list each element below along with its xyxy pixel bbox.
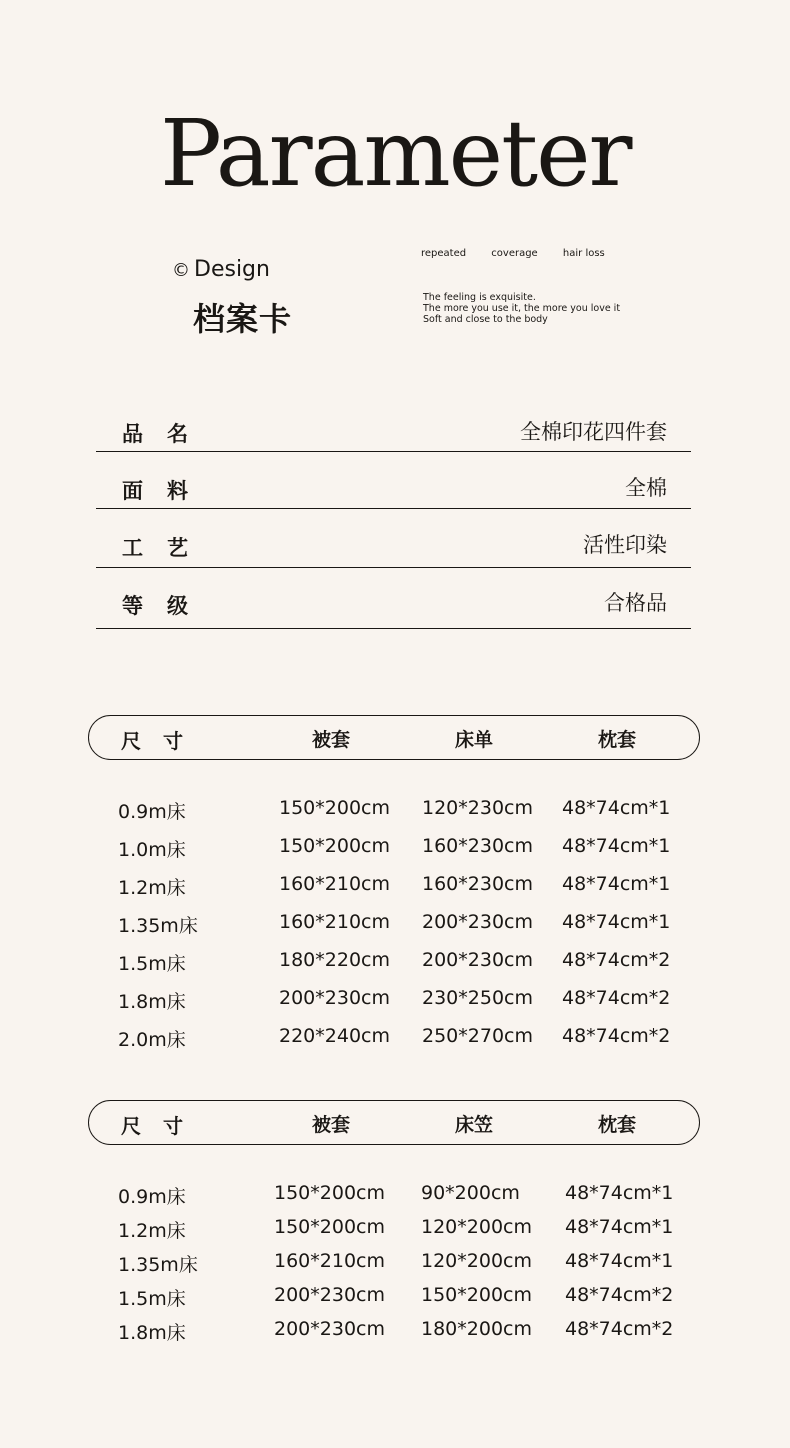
table-row [0,797,790,827]
bed-sheet-cell: 200*230cm [422,949,533,971]
bed-size-cell: 1.35m床 [118,915,198,937]
header-pillowcase: 枕套 [598,729,637,751]
duvet-cover-cell: 200*230cm [279,987,390,1009]
tagline-line: The more you use it, the more you love it [423,303,621,314]
spec-value: 活性印染 [583,533,667,557]
tag-coverage: coverage [491,248,538,259]
spec-row-fabric [96,472,691,509]
pillowcase-cell: 48*74cm*2 [562,1025,671,1047]
pillowcase-cell: 48*74cm*1 [562,873,671,895]
design-label [172,256,270,285]
bed-sheet-cell: 120*230cm [422,797,533,819]
duvet-cover-cell: 150*200cm [279,797,390,819]
spec-label: 面料 [122,479,212,503]
table-row [0,1216,790,1246]
pillowcase-cell: 48*74cm*2 [565,1318,674,1340]
duvet-cover-cell: 200*230cm [274,1284,385,1306]
bed-sheet-cell: 160*230cm [422,835,533,857]
spec-label: 品名 [122,422,212,446]
fitted-sheet-cell: 150*200cm [421,1284,532,1306]
bed-size-cell: 1.2m床 [118,877,186,899]
header-bed-sheet: 床单 [455,729,494,751]
table-row [0,1025,790,1055]
design-text: Design [194,257,270,282]
tagline [423,292,620,325]
bed-size-cell: 1.35m床 [118,1254,198,1276]
duvet-cover-cell: 160*210cm [274,1250,385,1272]
bed-sheet-cell: 160*230cm [422,873,533,895]
duvet-cover-cell: 180*220cm [279,949,390,971]
size-table-2-header [88,1100,700,1145]
tag-list [421,247,627,261]
fitted-sheet-cell: 90*200cm [421,1182,520,1204]
pillowcase-cell: 48*74cm*2 [562,949,671,971]
size-table-1-header [88,715,700,760]
duvet-cover-cell: 220*240cm [279,1025,390,1047]
fitted-sheet-cell: 180*200cm [421,1318,532,1340]
archive-card-title: 档案卡 [193,300,293,338]
header-size: 尺寸 [121,729,205,753]
spec-label: 工艺 [122,536,212,560]
bed-size-cell: 1.8m床 [118,991,186,1013]
tag-repeated: repeated [421,248,467,259]
header-duvet-cover: 被套 [312,1114,351,1136]
table-row [0,835,790,865]
pillowcase-cell: 48*74cm*1 [565,1250,674,1272]
duvet-cover-cell: 160*210cm [279,873,390,895]
table-row [0,987,790,1017]
duvet-cover-cell: 200*230cm [274,1318,385,1340]
fitted-sheet-cell: 120*200cm [421,1250,532,1272]
duvet-cover-cell: 150*200cm [274,1182,385,1204]
table-row [0,949,790,979]
pillowcase-cell: 48*74cm*1 [562,911,671,933]
tagline-line: Soft and close to the body [423,314,548,325]
table-row [0,911,790,941]
bed-size-cell: 2.0m床 [118,1029,186,1051]
bed-sheet-cell: 200*230cm [422,911,533,933]
page-title: Parameter [160,100,631,207]
fitted-sheet-cell: 120*200cm [421,1216,532,1238]
spec-value: 全棉 [625,476,667,500]
table-row [0,873,790,903]
pillowcase-cell: 48*74cm*2 [562,987,671,1009]
duvet-cover-cell: 160*210cm [279,911,390,933]
duvet-cover-cell: 150*200cm [274,1216,385,1238]
bed-size-cell: 1.8m床 [118,1322,186,1344]
table-row [0,1250,790,1280]
bed-size-cell: 0.9m床 [118,1186,186,1208]
spec-value: 合格品 [604,591,667,615]
header-pillowcase: 枕套 [598,1114,637,1136]
header-duvet-cover: 被套 [312,729,351,751]
bed-size-cell: 1.5m床 [118,1288,186,1310]
spec-row-grade [96,587,691,629]
spec-value: 全棉印花四件套 [520,420,667,444]
bed-size-cell: 1.5m床 [118,953,186,975]
pillowcase-cell: 48*74cm*1 [565,1216,674,1238]
header-size: 尺寸 [121,1114,205,1138]
bed-sheet-cell: 250*270cm [422,1025,533,1047]
table-row [0,1182,790,1212]
copyright-icon: © [172,260,190,281]
pillowcase-cell: 48*74cm*2 [565,1284,674,1306]
pillowcase-cell: 48*74cm*1 [562,835,671,857]
pillowcase-cell: 48*74cm*1 [565,1182,674,1204]
table-row [0,1318,790,1348]
spec-row-craft [96,529,691,568]
tagline-line: The feeling is exquisite. [423,292,536,303]
table-row [0,1284,790,1314]
spec-label: 等级 [122,594,212,618]
pillowcase-cell: 48*74cm*1 [562,797,671,819]
bed-size-cell: 0.9m床 [118,801,186,823]
bed-sheet-cell: 230*250cm [422,987,533,1009]
header-fitted-sheet: 床笠 [455,1114,494,1136]
bed-size-cell: 1.0m床 [118,839,186,861]
tag-hair-loss: hair loss [562,248,605,259]
spec-row-product-name [96,416,691,452]
bed-size-cell: 1.2m床 [118,1220,186,1242]
duvet-cover-cell: 150*200cm [279,835,390,857]
